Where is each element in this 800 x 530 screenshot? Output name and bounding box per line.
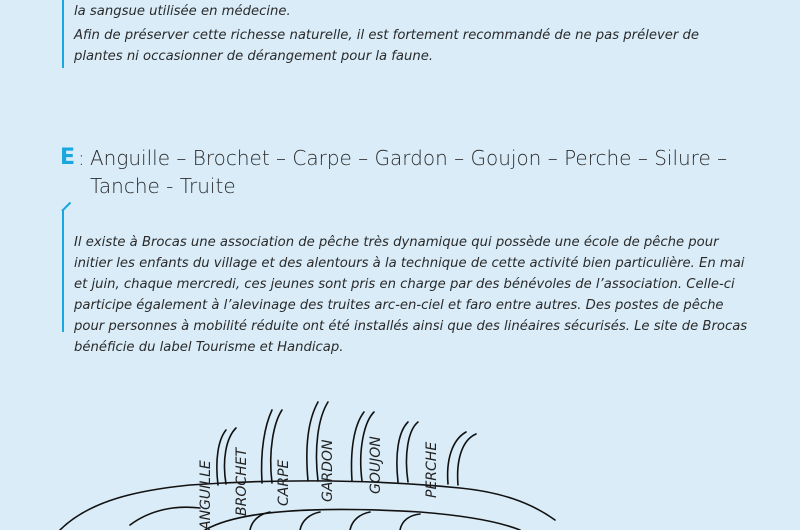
accent-bar bbox=[62, 0, 64, 68]
accent-bar bbox=[62, 210, 64, 332]
accent-corner bbox=[61, 202, 71, 212]
section-colon: : bbox=[78, 146, 85, 170]
fish-label-carpe: CARPE bbox=[276, 459, 292, 506]
fish-label-gardon: GARDON bbox=[320, 439, 336, 502]
association-paragraph: Il existe à Brocas une association de pêche très dynamique qui possède une école de pêche pour initier les enfants du village et des alentours à la technique de cette activité bien particulière. En mai et juin, chaque mercredi, ces jeunes sont pris en charge par des bénévoles de l’association. Celle-ci participe également à l’alevinage des truites arc-en-ciel et faro entre autres. Des postes de pêche pour personnes à mobilité réduite ont été installés ainsi que des linéaires sécurisés. Le site de Brocas bénéficie du label Tourisme et Handicap. bbox=[74, 235, 748, 355]
section-letter: E bbox=[60, 145, 76, 170]
fish-label-perche: PERCHE bbox=[424, 441, 440, 498]
fish-label-goujon: GOUJON bbox=[368, 436, 384, 494]
fish-label-anguille: ANGUILLE bbox=[198, 460, 214, 530]
top-paragraph-line1: la sangsue utilisée en médecine. bbox=[74, 4, 291, 19]
fish-skeleton-illustration bbox=[0, 380, 800, 530]
fish-species-list: Anguille – Brochet – Carpe – Gardon – Goujon – Perche – Silure – Tanche - Truite bbox=[90, 146, 728, 198]
fish-label-brochet: BROCHET bbox=[234, 447, 250, 516]
top-paragraph-line2: Afin de préserver cette richesse naturelle, il est fortement recommandé de ne pas prélever de plantes ni occasionner de dérangement pour la faune. bbox=[74, 28, 699, 64]
